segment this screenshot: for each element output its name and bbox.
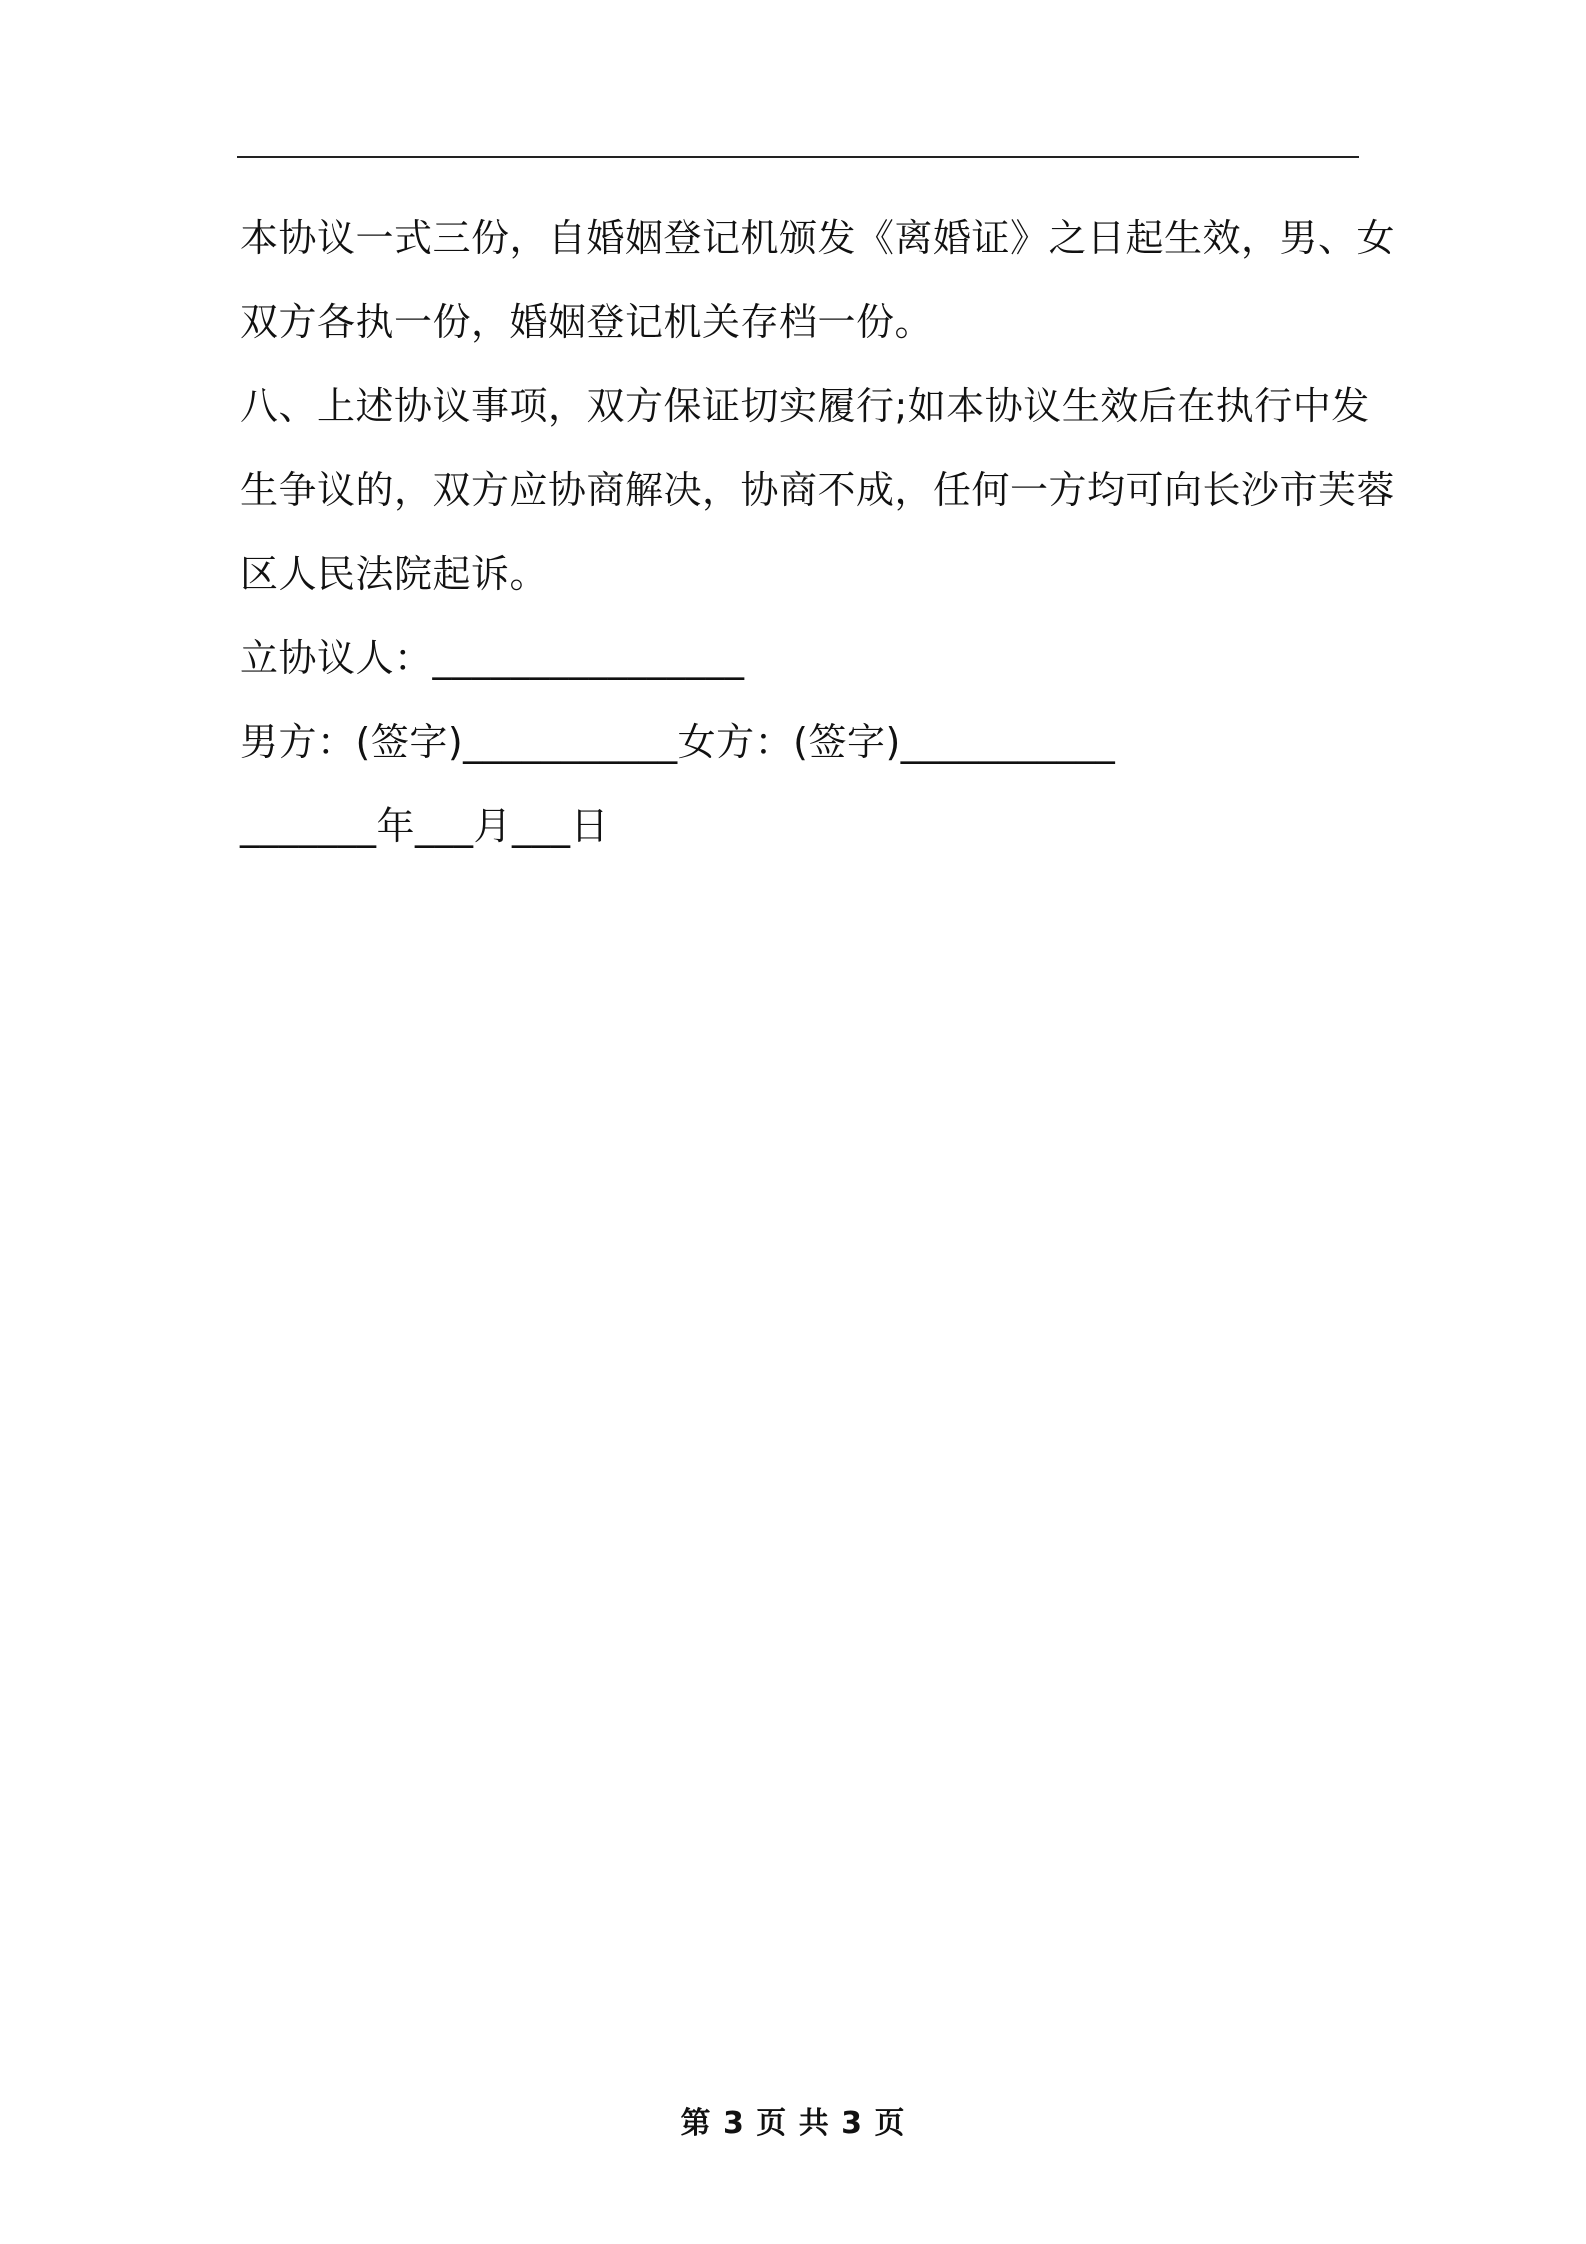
page-number: 第 3 页 共 3 页 [680,2106,906,2141]
document-body [240,196,1396,868]
clause-eight-line-2: 生争议的，双方应协商解决，协商不成，任何一方均可向长沙市芙蓉 [240,468,1396,512]
date-line: _______年___月___日 [240,804,610,848]
signature-line: 男方：(签字)___________女方：(签字)___________ [240,720,1116,764]
clause-eight-line-3: 区人民法院起诉。 [240,552,549,596]
agreement-copies-line-2: 双方各执一份，婚姻登记机关存档一份。 [240,300,934,344]
header-rule [237,156,1359,158]
signatory-line: 立协议人：________________ [240,636,745,680]
agreement-copies-line-1: 本协议一式三份，自婚姻登记机颁发《离婚证》之日起生效，男、女 [240,216,1396,260]
clause-eight-line-1: 八、上述协议事项，双方保证切实履行;如本协议生效后在执行中发 [240,384,1370,428]
